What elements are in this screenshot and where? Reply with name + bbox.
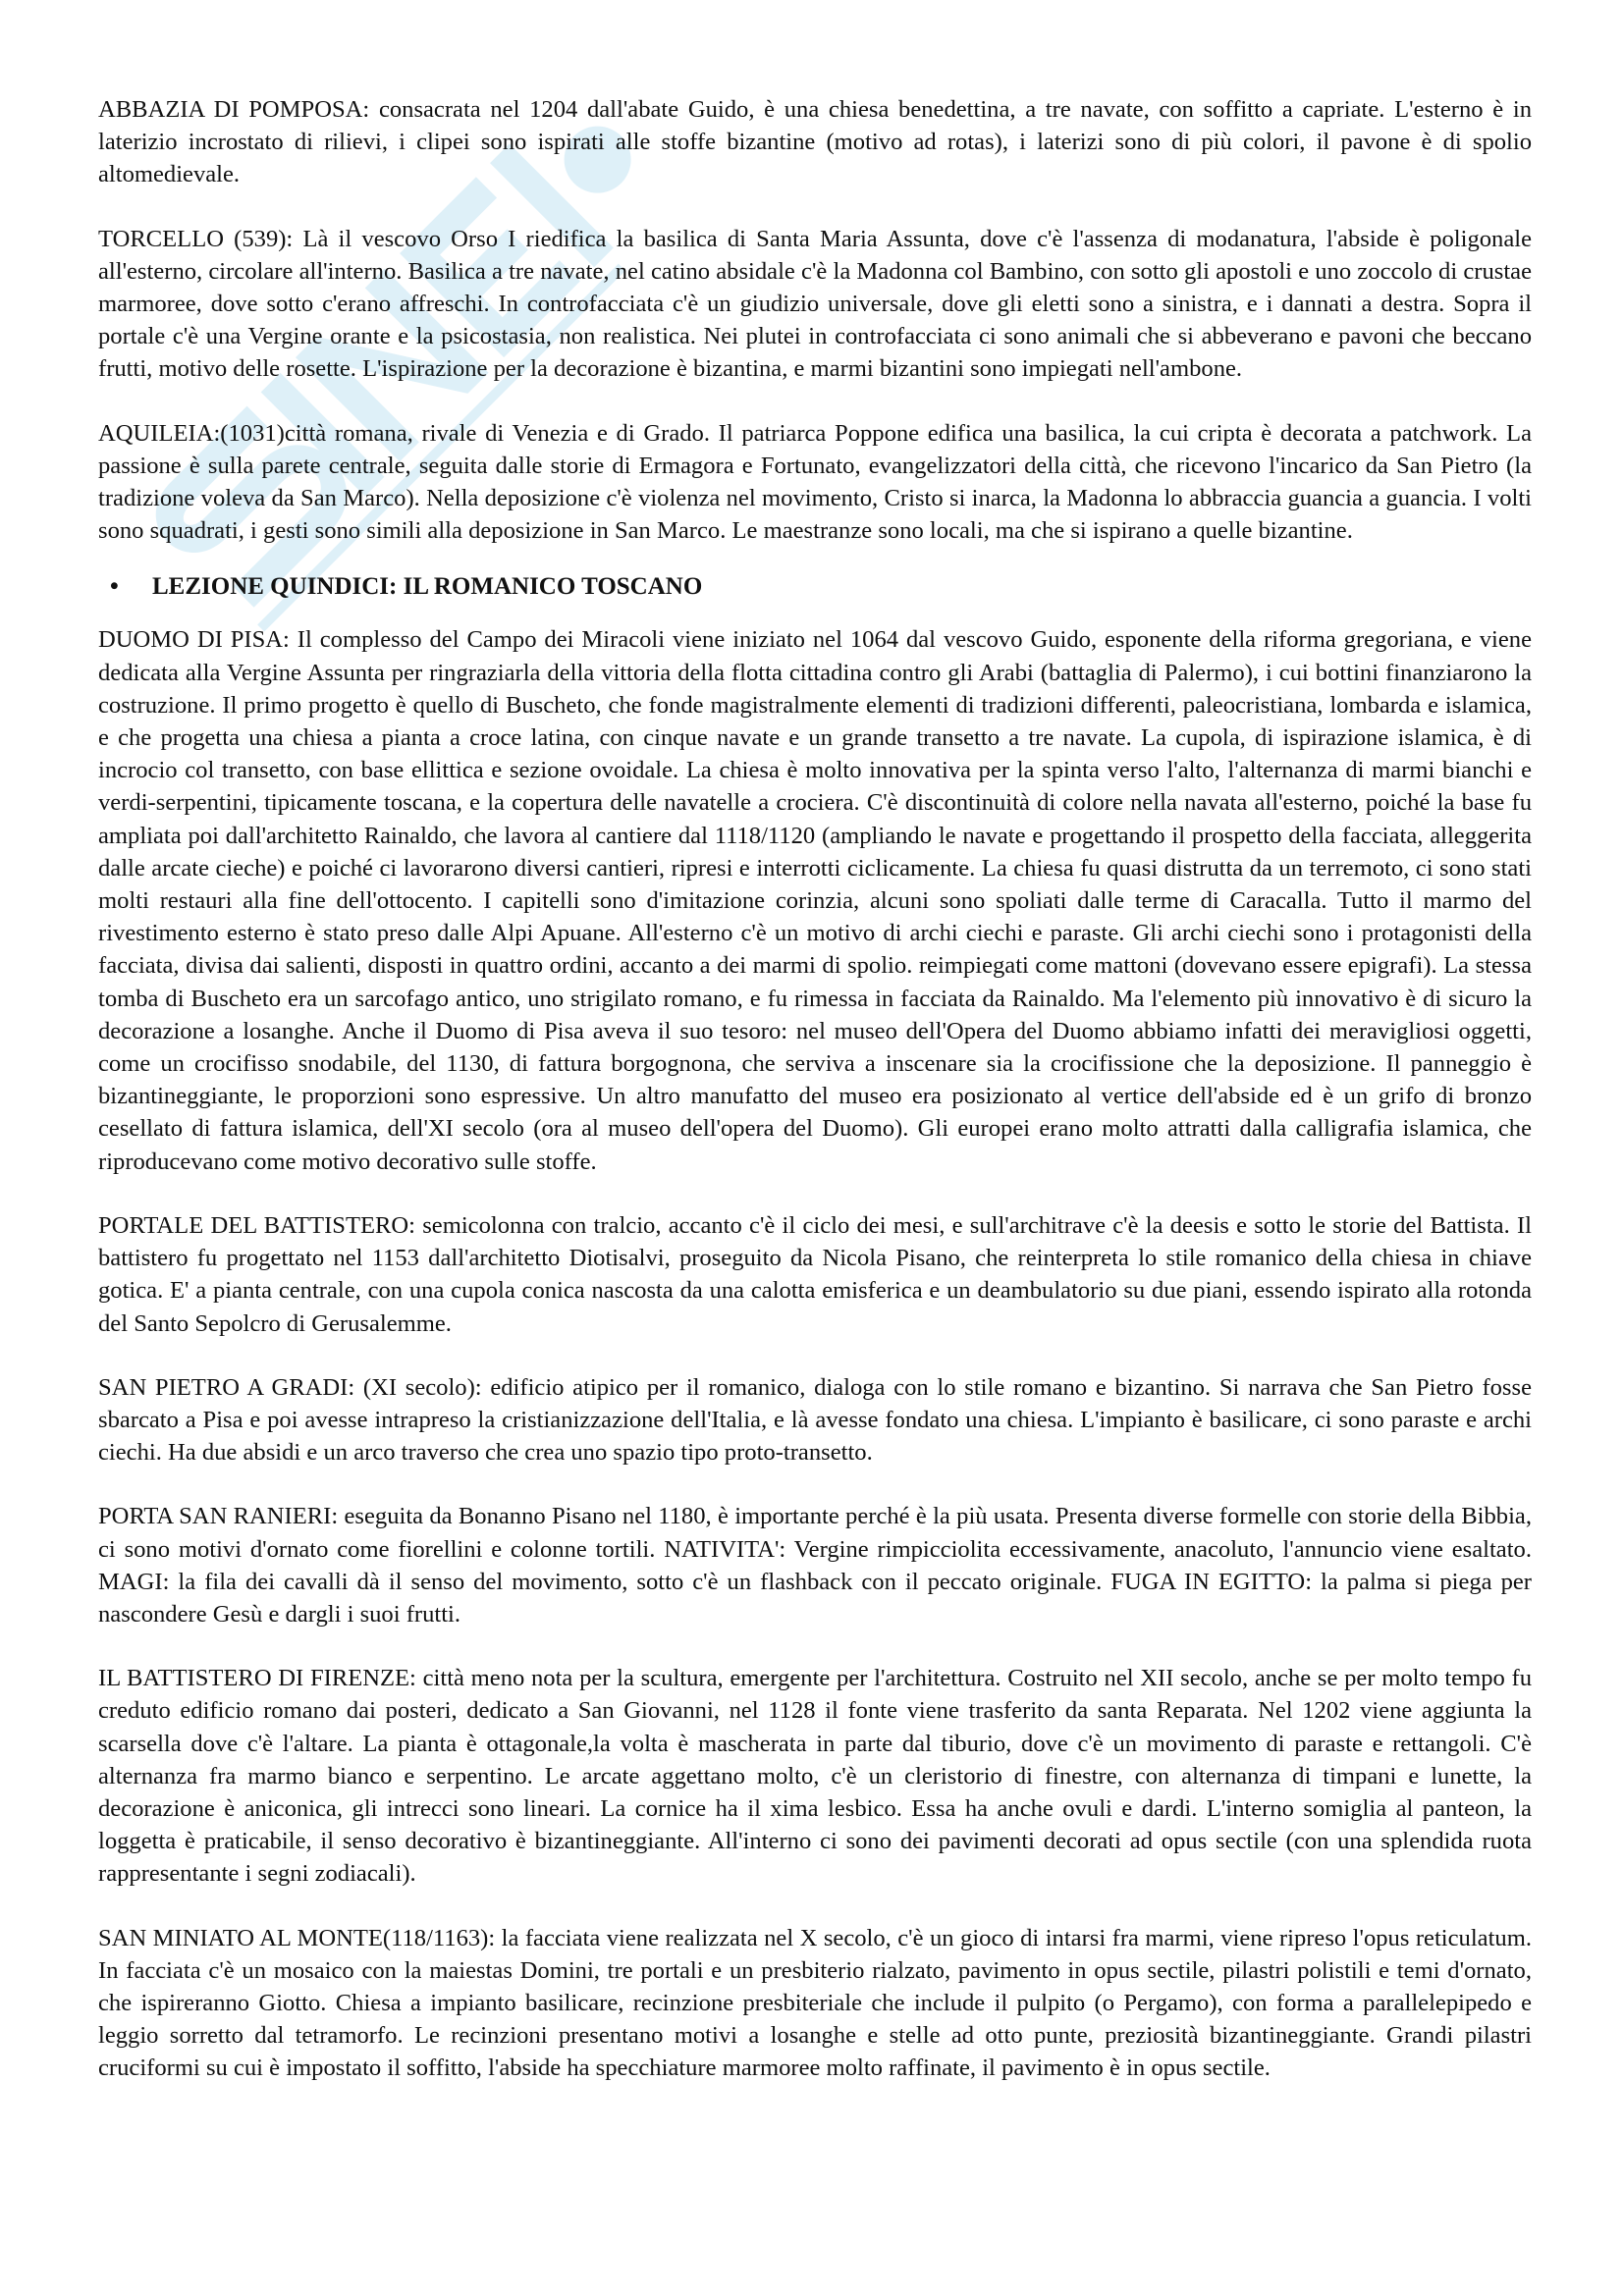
paragraph-duomo-pisa: DUOMO DI PISA: Il complesso del Campo dei Miracoli viene iniziato nel 1064 dal vescovo Guido, esponente della riforma gregoriana, e viene dedicata alla Vergine Assunta per ringraziarla della vittoria della flotta cittadina contro gli Arabi (battaglia di Palermo), i cui bottini finanziarono la costruzione. Il primo progetto è quello di Buscheto, che fonde magistralmente elementi di tradizioni differenti, paleocristiana, lombarda e islamica, e che progetta una chiesa a pianta a croce latina, con cinque navate e un grande transetto a tre navate. La cupola, di ispirazione islamica, è di incrocio col transetto, con base ellittica e sezione ovoidale. La chiesa è molto innovativa per la spinta verso l'alto, l'alternanza di marmi bianchi e verdi-serpentini, tipicamente toscana, e la copertura delle navatelle a crociera. C'è discontinuità di colore nella navata all'esterno, poiché la base fu ampliata poi dall'architetto Rainaldo, che lavora al cantiere dal 1118/1120 (ampliando le navate e progettando il prospetto della facciata, alleggerita dalle arcate cieche) e poiché ci lavorarono diversi cantieri, ripresi e interrotti ciclicamente. La chiesa fu quasi distrutta da un terremoto, ci sono stati molti restauri alla fine dell'ottocento. I capitelli sono d'imitazione corinzia, alcuni sono spoliati dalle terme di Caracalla. Tutto il marmo del rivestimento esterno è stato preso dalle Alpi Apuane. All'esterno c'è un motivo di archi ciechi e paraste. Gli archi ciechi sono i protagonisti della facciata, divisa dai salienti, disposti in quattro ordini, accanto a dei marmi di spolio. reimpiegati come mattoni (dovevano essere epigrafi). La stessa tomba di Buscheto era un sarcofago antico, uno strigilato romano, e fu rimessa in facciata da Rainaldo. Ma l'elemento più innovativo è di sicuro la decorazione a losanghe. Anche il Duomo di Pisa aveva il suo tesoro: nel museo dell'Opera del Duomo abbiamo infatti dei meravigliosi oggetti, come un crocifisso snodabile, del 1130, di fattura borgognona, che serviva a inscenare sia la crocifissione che la deposizione. Il panneggio è bizantineggiante, le proporzioni sono espressive. Un altro manufatto del museo era posizionato al vertice dell'abside ed è un grifo di bronzo cesellato di fattura islamica, dell'XI secolo (ora al museo dell'opera del Duomo). Gli europei erano molto attratti dalla calligrafia islamica, che riproducevano come motivo decorativo sulle stoffe. <box>98 626 1532 1175</box>
paragraph-pomposa: ABBAZIA DI POMPOSA: consacrata nel 1204 dall'abate Guido, è una chiesa benedettina, a tre navate, con soffitto a capriate. L'esterno è in laterizio incrostato di rilievi, i clipei sono ispirati alle stoffe bizantine (motivo ad rotas), i laterizi sono di più colori, il pavone è di spolio altomedievale. <box>98 96 1532 188</box>
paragraph-torcello: TORCELLO (539): Là il vescovo Orso I riedifica la basilica di Santa Maria Assunta, dove c'è l'assenza di modanatura, l'abside è poligonale all'esterno, circolare all'interno. Basilica a tre navate, nel catino absidale c'è la Madonna col Bambino, con sotto gli apostoli e uno zoccolo di crustae marmoree, dove sotto c'erano affreschi. In controfacciata c'è un giudizio universale, dove gli eletti sono a sinistra, e i dannati a destra. Sopra il portale c'è una Vergine orante e la psicostasia, non realistica. Nei plutei in controfacciata ci sono animali che si abbeverano e pavoni che beccano frutti, motivo delle rosette. L'ispirazione per la decorazione è bizantina, e marmi bizantini sono impiegati nell'ambone. <box>98 225 1532 383</box>
bullet-icon: • <box>110 573 119 601</box>
paragraph-san-miniato: SAN MINIATO AL MONTE(118/1163): la facciata viene realizzata nel X secolo, c'è un gioco di intarsi fra marmi, viene ripreso l'opus reticulatum. In facciata c'è un mosaico con la maiestas Domini, tre portali e un presbiterio rialzato, pavimento in opus sectile, pilastri polistili e temi d'ornato, che ispireranno Giotto. Chiesa a impianto basilicare, recinzione presbiteriale che include il pulpito (o Pergamo), con forma a parallelepipedo e leggio sorretto dal tetramorfo. Le recinzioni presentano motivi a losanghe e stelle ad otto punte, preziosità bizantineggiante. Grandi pilastri cruciformi su cui è impostato il soffitto, l'abside ha specchiature marmoree molto raffinate, il pavimento è in opus sectile. <box>98 1924 1532 2082</box>
paragraph-porta-san-ranieri: PORTA SAN RANIERI: eseguita da Bonanno Pisano nel 1180, è importante perché è la più usata. Presenta diverse formelle con storie della Bibbia, ci sono motivi d'ornato come fiorellini e colonne tortili. NATIVITA': Vergine rimpicciolita eccessivamente, anacoluto, l'annuncio viene esaltato. MAGI: la fila dei cavalli dà il senso del movimento, sotto c'è un flashback con il peccato originale. FUGA IN EGITTO: la palma si piega per nascondere Gesù e dargli i suoi frutti. <box>98 1503 1532 1628</box>
paragraph-portale-battistero: PORTALE DEL BATTISTERO: semicolonna con tralcio, accanto c'è il ciclo dei mesi, e sull'architrave c'è la deesis e sotto le storie del Battista. Il battistero fu progettato nel 1153 dall'architetto Diotisalvi, proseguito da Nicola Pisano, che reinterpreta lo stile romanico della chiesa in chiave gotica. E' a pianta centrale, con una cupola conica nascosta da una calotta emisferica e un deambulatorio su due piani, essendo ispirato alla rotonda del Santo Sepolcro di Gerusalemme. <box>98 1211 1532 1337</box>
paragraph-battistero-firenze: IL BATTISTERO DI FIRENZE: città meno nota per la scultura, emergente per l'architettura. Costruito nel XII secolo, anche se per molto tempo fu creduto edificio romano dai posteri, dedicato a San Giovanni, nel 1128 il fonte viene trasferito da santa Reparata. Nel 1202 viene aggiunta la scarsella dove c'è l'altare. La pianta è ottagonale,la volta è mascherata in parte dal tiburio, dove c'è un movimento di paraste e rettangoli. C'è alternanza fra marmo bianco e serpentino. Le arcate aggettano molto, c'è un cleristorio di finestre, con alternanza di timpani e lunette, la decorazione è aniconica, gli intrecci sono lineari. La cornice ha il xima lesbico. Essa ha anche ovuli e dardi. L'interno somiglia al panteon, la loggetta è praticabile, il senso decorativo è bizantineggiante. All'interno ci sono dei pavimenti decorati ad opus sectile (con una splendida ruota rappresentante i segni zodiacali). <box>98 1665 1532 1888</box>
section-heading-text: LEZIONE QUINDICI: IL ROMANICO TOSCANO <box>152 573 703 601</box>
paragraph-aquileia: AQUILEIA:(1031)città romana, rivale di Venezia e di Grado. Il patriarca Poppone edifica una basilica, la cui cripta è decorata a patchwork. La passione è sulla parete centrale, seguita dalle storie di Ermagora e Fortunato, evangelizzatori della città, che ricevono l'incarico da San Pietro (la tradizione voleva da San Marco). Nella deposizione c'è violenza nel movimento, Cristo si inarca, la Madonna lo abbraccia guancia a guancia. I volti sono squadrati, i gesti sono simili alla deposizione in San Marco. Le maestranze sono locali, ma che si ispirano a quelle bizantine. <box>98 419 1532 545</box>
paragraph-san-pietro-gradi: SAN PIETRO A GRADI: (XI secolo): edificio atipico per il romanico, dialoga con lo stile romano e bizantino. Si narrava che San Pietro fosse sbarcato a Pisa e poi avesse intrapreso la cristianizzazione dell'Italia, e là avesse fondato una chiesa. L'impianto è basilicare, ci sono paraste e archi ciechi. Ha due absidi e un arco traverso che crea uno spazio tipo proto-transetto. <box>98 1373 1532 1467</box>
document-body <box>98 93 1532 2116</box>
section-heading <box>98 570 1532 604</box>
